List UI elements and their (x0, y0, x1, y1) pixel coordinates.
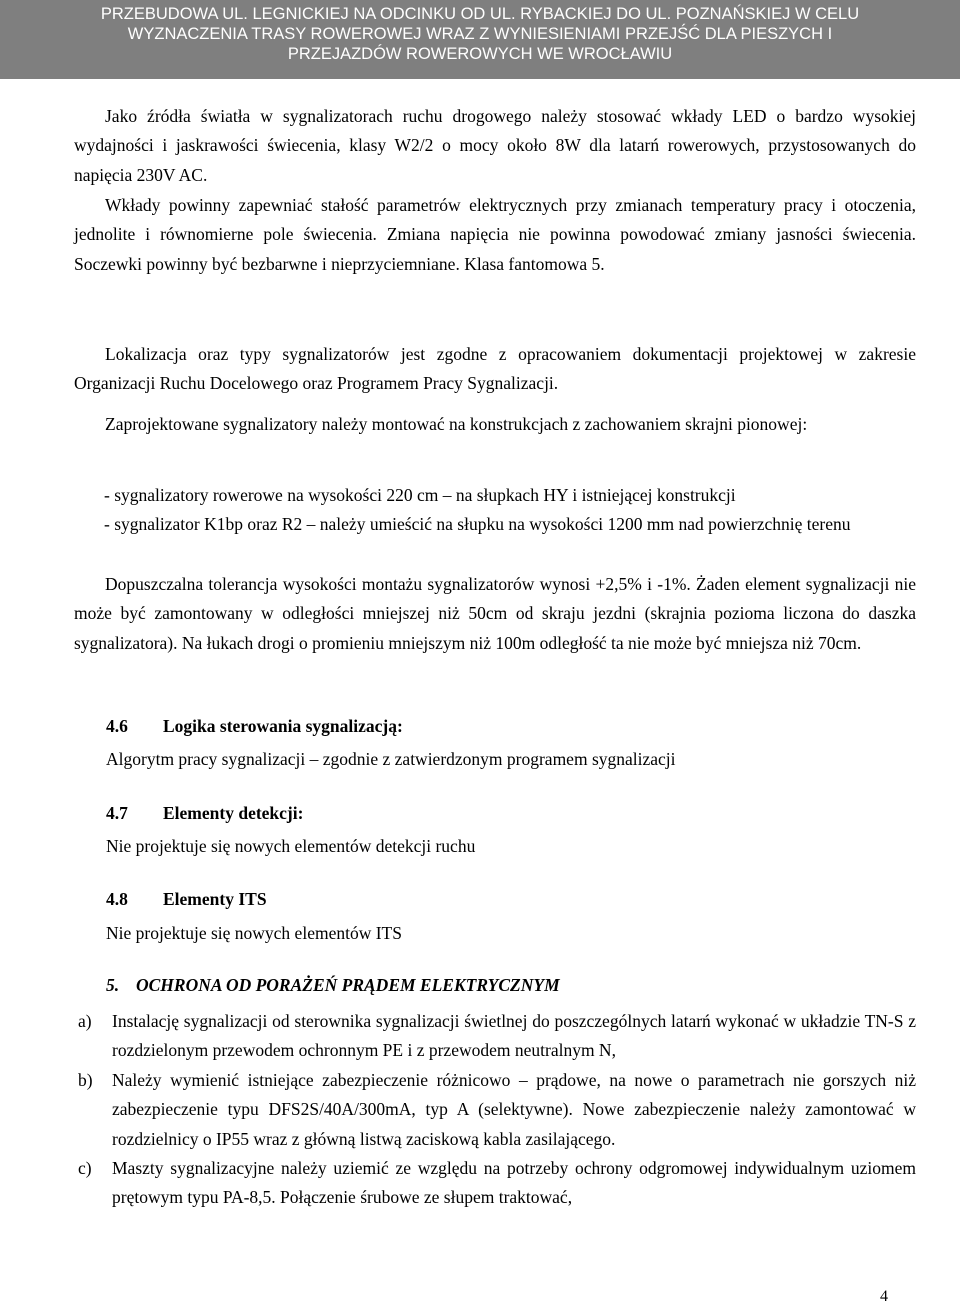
paragraph-location: Lokalizacja oraz typy sygnalizatorów jest zgodne z opracowaniem dokumentacji projektowej w zakresie Organizacji Ruchu Docelowego oraz Programem Pracy Sygnalizacji. (74, 344, 916, 394)
list-item (74, 1154, 916, 1213)
section-number: 4.7 (106, 803, 128, 823)
list-item (74, 1066, 916, 1154)
page-number: 4 (880, 1288, 888, 1305)
list-marker: c) (78, 1158, 92, 1179)
list-item-text: Instalację sygnalizacji od sterownika sygnalizacji świetlnej do poszczególnych latarń wykonać w układzie TN-S z rozdzielonym przewodem ochronnym PE i z przewodem neutralnym N, (112, 1011, 916, 1061)
section-title: Elementy detekcji: (163, 803, 304, 823)
chapter-number: 5. (106, 975, 120, 995)
section-body-4-7: Nie projektuje się nowych elementów detekcji ruchu (106, 836, 476, 856)
paragraph-mounting: Zaprojektowane sygnalizatory należy montować na konstrukcjach z zachowaniem skrajni pionowej: (105, 414, 808, 434)
section-number: 4.6 (106, 716, 128, 736)
chapter-5-heading (106, 973, 560, 997)
header-line-2: WYZNACZENIA TRASY ROWEROWEJ WRAZ Z WYNIESIENIAMI PRZEJŚĆ DLA PIESZYCH I (127, 25, 833, 43)
header-line-3: PRZEJAZDÓW ROWEROWYCH WE WROCŁAWIU (287, 45, 673, 63)
protection-list (74, 1007, 916, 1213)
list-marker: a) (78, 1011, 92, 1031)
header-line-1: PRZEBUDOWA UL. LEGNICKIEJ NA ODCINKU OD UL. RYBACKIEJ DO UL. POZNAŃSKIEJ W CELU (100, 5, 860, 23)
mounting-height-list (104, 481, 904, 540)
chapter-title: OCHRONA OD PORAŻEŃ PRĄDEM ELEKTRYCZNYM (136, 975, 560, 995)
list-item-text: Należy wymienić istniejące zabezpieczenie różnicowo – prądowe, na nowe o parametrach nie gorszych niż zabezpieczenie typu DFS2S/40A/300mA, typ A (selektywne). Nowe zabezpieczenie należy zamontować w rozdzielnicy o IP55 wraz z główną listwą zaciskową kabla zasilającego. (112, 1069, 916, 1149)
section-number: 4.8 (106, 889, 128, 909)
section-body-4-6: Algorytm pracy sygnalizacji – zgodnie z zatwierdzonym programem sygnalizacji (106, 749, 676, 769)
section-heading-4-6 (106, 714, 403, 738)
list-item (74, 1007, 916, 1066)
document-header (0, 0, 960, 79)
section-heading-4-7 (106, 801, 303, 825)
list-item: - sygnalizator K1bp oraz R2 – należy umieścić na słupku na wysokości 1200 mm nad powierzchnię terenu (104, 514, 851, 535)
paragraph-insert-parameters: Wkłady powinny zapewniać stałość parametrów elektrycznych przy zmianach temperatury pracy i otoczenia, jednolite i równomierne pole świecenia. Zmiana napięcia nie powinna powodować zmiany jasności świecenia. Soczewki powinny być bezbarwne i nieprzyciemniane. Klasa fantomowa 5. (74, 195, 916, 274)
list-marker: b) (78, 1069, 93, 1090)
section-body-4-8: Nie projektuje się nowych elementów ITS (106, 923, 402, 943)
list-item: - sygnalizatory rowerowe na wysokości 220 cm – na słupkach HY i istniejącej konstrukcji (104, 485, 736, 505)
section-title: Elementy ITS (163, 889, 267, 909)
section-heading-4-8 (106, 887, 267, 911)
section-title: Logika sterowania sygnalizacją: (163, 716, 403, 736)
paragraph-tolerance: Dopuszczalna tolerancja wysokości montażu sygnalizatorów wynosi +2,5% i -1%. Żaden element sygnalizacji nie może być zamontowany w odległości mniejszej niż 50cm od skraju jezdni (skrajnia pozioma liczona do daszka sygnalizatora). Na łukach drogi o promieniu mniejszym niż 100m odległość ta nie może być mniejsza niż 70cm. (74, 574, 916, 653)
list-item-text: Maszty sygnalizacyjne należy uziemić ze względu na potrzeby ochrony odgromowej indywidualnym uziomem prętowym typu PA-8,5. Połączenie śrubowe ze słupem traktować, (112, 1158, 916, 1208)
paragraph-led-sources: Jako źródła światła w sygnalizatorach ruchu drogowego należy stosować wkłady LED o bardzo wysokiej wydajności i jaskrawości świecenia, klasy W2/2 o mocy około 8W dla latarń rowerowych, przystosowanych do napięcia 230V AC. (74, 106, 916, 185)
